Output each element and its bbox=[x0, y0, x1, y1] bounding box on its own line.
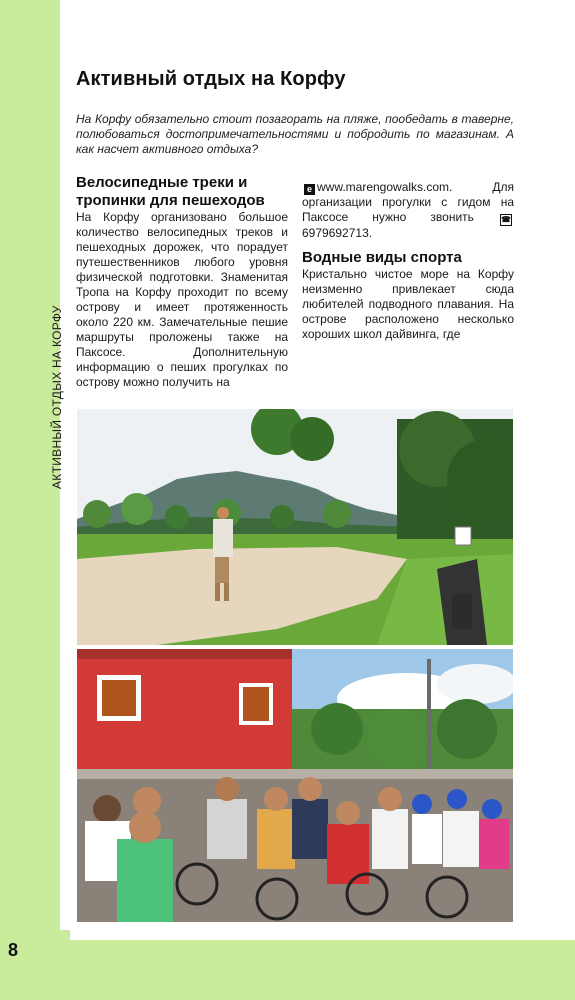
section1-body-after-url: . Для организации прогулки с гидом на Паксосе нужно звонить bbox=[302, 180, 514, 224]
cyclists-photo bbox=[77, 649, 513, 922]
section1-body bbox=[76, 210, 288, 390]
phone-number[interactable]: 6979692713 bbox=[302, 226, 369, 240]
section2-body: Кристально чистое море на Корфу неизменно привлекает сюда любителей подводного плавания. На острове расположено несколько хороших школ дайвинга, где bbox=[302, 267, 514, 341]
website-link[interactable]: www.marengowalks.com bbox=[317, 180, 450, 194]
column-right bbox=[302, 180, 514, 342]
article-lead: На Корфу обязательно стоит позагорать на пляже, пообедать в таверне, полюбоваться достопримечательностями и побродить по магазинам. А как насчет активного отдыха? bbox=[76, 112, 514, 156]
phone-end-punct: . bbox=[368, 226, 373, 240]
section-side-label-text: АКТИВНЫЙ ОТДЫХ НА КОРФУ bbox=[50, 305, 64, 489]
page-number-box bbox=[0, 930, 70, 1000]
golf-photo bbox=[77, 409, 513, 645]
section1-heading: Велосипедные треки и тропинки для пешеходов bbox=[76, 174, 265, 209]
footer-band bbox=[70, 940, 575, 1000]
web-icon: e bbox=[304, 184, 315, 195]
page-number: 8 bbox=[8, 940, 19, 960]
cyclists-photo-illustration bbox=[77, 649, 513, 922]
golf-photo-illustration bbox=[77, 409, 513, 645]
phone-icon: ☎ bbox=[501, 215, 511, 224]
section2-heading: Водные виды спорта bbox=[302, 249, 462, 266]
article-title: Активный отдых на Корфу bbox=[76, 68, 346, 90]
section1-continuation bbox=[302, 180, 514, 241]
section1-body-text: На Корфу организовано большое количество велосипедных треков и пешеходных дорожек, что порадует путешественников любого уровня физической подготовки. Знаменитая Тропа на Корфу проходит по всему острову и имеет протяженность около 220 км. Замечательные пешие маршруты проложены также на Паксосе. Дополнительную информацию о пеших прогулках по острову можно получить на bbox=[76, 210, 288, 389]
column-left bbox=[76, 174, 288, 390]
